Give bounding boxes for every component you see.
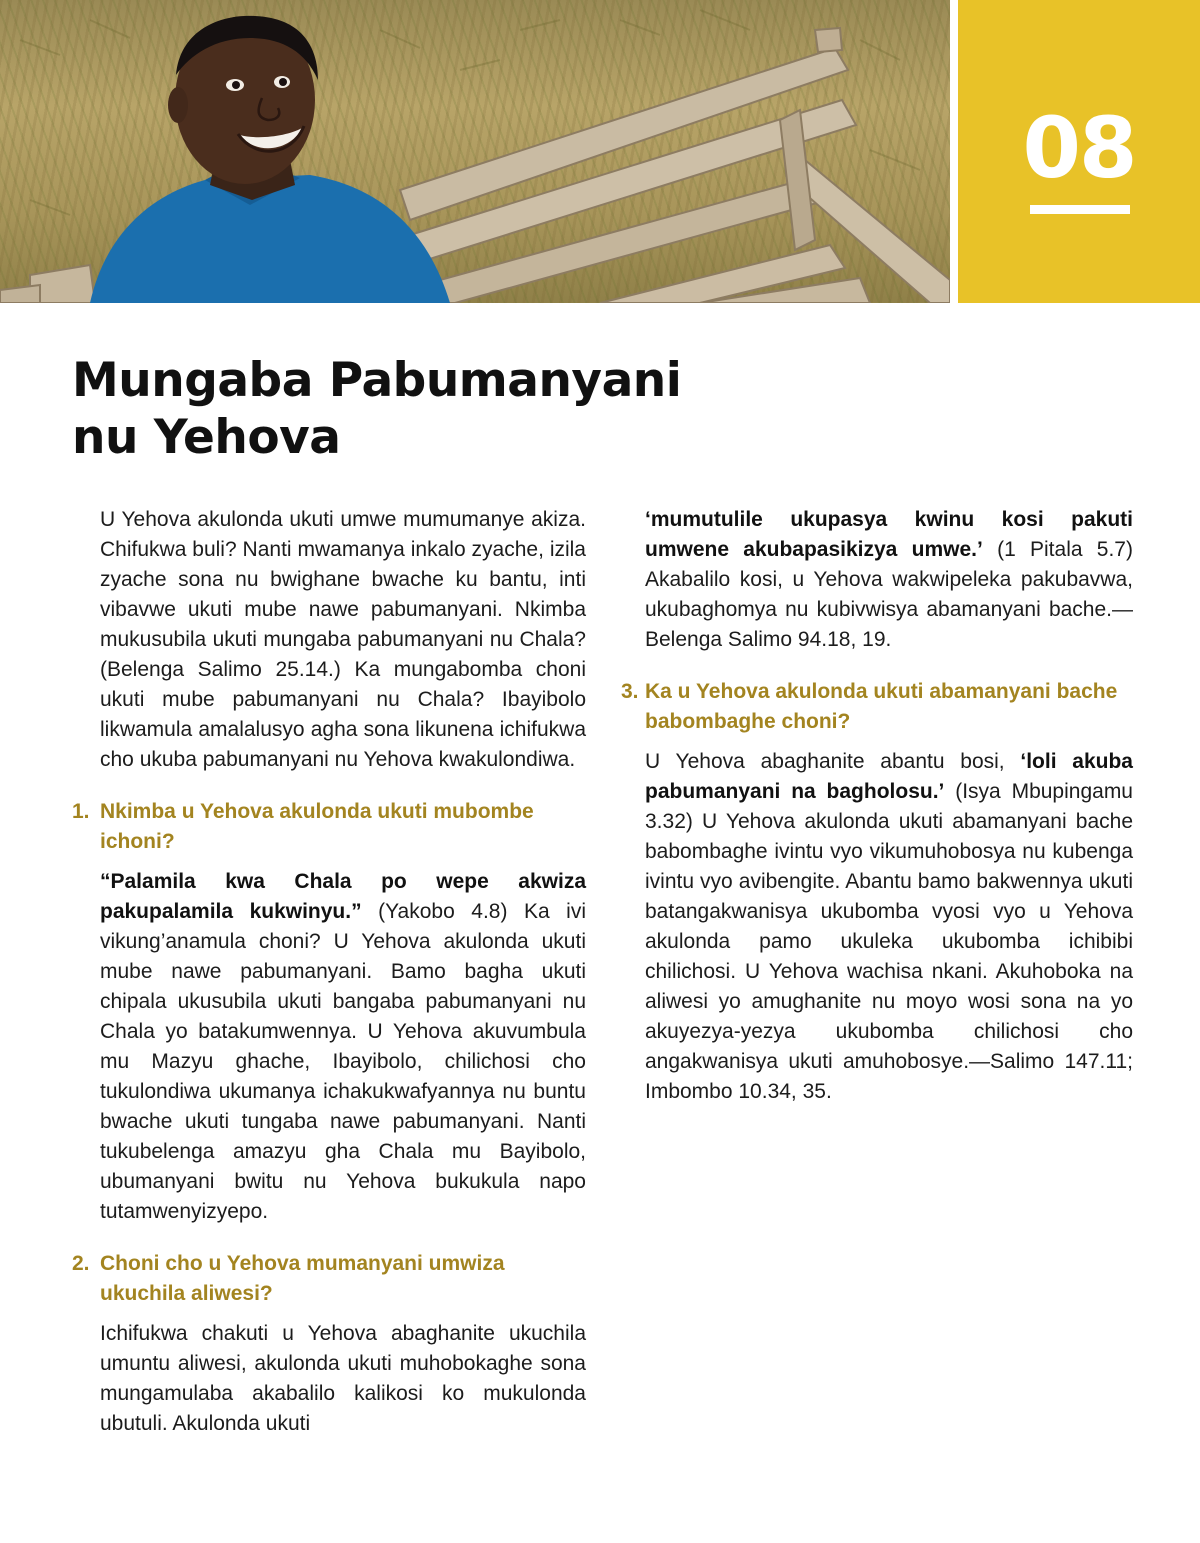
lesson-number-underline bbox=[1030, 205, 1130, 214]
question-1 bbox=[72, 797, 586, 857]
man bbox=[90, 16, 450, 303]
question-3-text: Ka u Yehova akulonda ukuti abamanyani bache babombaghe choni? bbox=[645, 680, 1118, 733]
lesson-number-panel bbox=[958, 0, 1200, 303]
answer-3-body-end: (Isya Mbupingamu 3.32) U Yehova akulonda ukuti abamanyani bache babombaghe ivintu vyo vikumuhobosya nu kubenga ivintu vyo avibengite. Abantu bamo bakwennya ukuti batangakwanisya ukubomba vyosi vyo u Yehova akulonda pamo ukuleka ukubomba ichibibi chilichosi. U Yehova wachisa nkani. Akuhoboka na aliwesi yo amughanite nu moyo wosi sona na yo akuyezya-yezya ukubomba chilichosi cho angakwanisya ukuti amuhobosye.—Salimo 147.11; Imbombo 10.34, 35. bbox=[645, 780, 1133, 1103]
photo-illustration bbox=[0, 0, 950, 303]
page-title-line1: Mungaba Pabumanyani bbox=[72, 353, 682, 408]
answer-1-body: (Yakobo 4.8) Ka ivi vikung’anamula choni? U Yehova akulonda ukuti mube nawe pabumanyani. Bamo bagha ukuti chipala ukusubila ukuti bangaba pabumanyani nu Chala yo batakumwennya. U Yehova akuvumbula mu Mazyu ghache, Ibayibolo, chilichosi cho tukulondiwa ukumanya ichakukwafyannya nu buntu bwache ukuti tungaba nawe pabumanyani. Nanti tukubelenga amazyu gha Chala mu Bayibolo, ubumanyani bwitu nu Yehova bukukula napo tutamwenyizyepo. bbox=[100, 900, 586, 1223]
right-column bbox=[621, 505, 1133, 1107]
intro-paragraph: U Yehova akulonda ukuti umwe mumumanye akiza. Chifukwa buli? Nanti mwamanya inkalo zyache, izila zyache sona nu bwighane bwache ku bantu, inti vibavwe ukuti mube nawe pabumanyani. Nkimba mukusubila ukuti mungaba pabumanyani nu Chala? (Belenga Salimo 25.14.) Ka mungabomba choni ukuti mube pabumanyani nu Chala? Ibayibolo likwamula amalalusyo agha sona likunena ichifukwa cho ukuba pabumanyani nu Yehova kwakulondiwa. bbox=[100, 508, 586, 771]
question-3 bbox=[621, 677, 1133, 737]
question-2 bbox=[72, 1249, 586, 1309]
left-column bbox=[72, 505, 586, 1439]
answer-1-paragraph bbox=[100, 867, 586, 1227]
answer-1-scripture-quote: “Palamila kwa Chala po wepe akwiza pakupalamila kukwinyu.” bbox=[100, 870, 586, 923]
lesson-number: 08 bbox=[1022, 99, 1136, 197]
question-2-number: 2. bbox=[72, 1252, 90, 1275]
question-1-number: 1. bbox=[72, 800, 90, 823]
answer-3-scripture-quote: ‘loli akuba pabumanyani na bagholosu.’ bbox=[645, 750, 1133, 803]
answer-3-paragraph bbox=[645, 747, 1133, 1107]
page-title bbox=[72, 352, 772, 466]
answer-2-body-end: (1 Pitala 5.7) Akabalilo kosi, u Yehova wakwipeleka pakubavwa, ukubaghomya nu kubivwisya abamanyani bache.—Belenga Salimo 94.18, 19. bbox=[645, 538, 1133, 651]
answer-3-body-start: U Yehova abaghanite abantu bosi, bbox=[645, 750, 1021, 773]
page-title-line2: nu Yehova bbox=[72, 410, 341, 465]
header-photo bbox=[0, 0, 950, 303]
question-3-number: 3. bbox=[621, 680, 639, 703]
answer-2-scripture-quote: ‘mumutulile ukupasya kwinu kosi pakuti umwene akubapasikizya umwe.’ bbox=[645, 508, 1133, 561]
question-2-text: Choni cho u Yehova mumanyani umwiza ukuchila aliwesi? bbox=[100, 1252, 505, 1305]
answer-2-paragraph-end bbox=[645, 505, 1133, 655]
answer-2-paragraph-start: Ichifukwa chakuti u Yehova abaghanite ukuchila umuntu aliwesi, akulonda ukuti muhobokaghe sona mungamulaba akabalilo kalikosi ko mukulonda ubutuli. Akulonda ukuti bbox=[100, 1322, 586, 1435]
question-1-text: Nkimba u Yehova akulonda ukuti mubombe ichoni? bbox=[100, 800, 534, 853]
